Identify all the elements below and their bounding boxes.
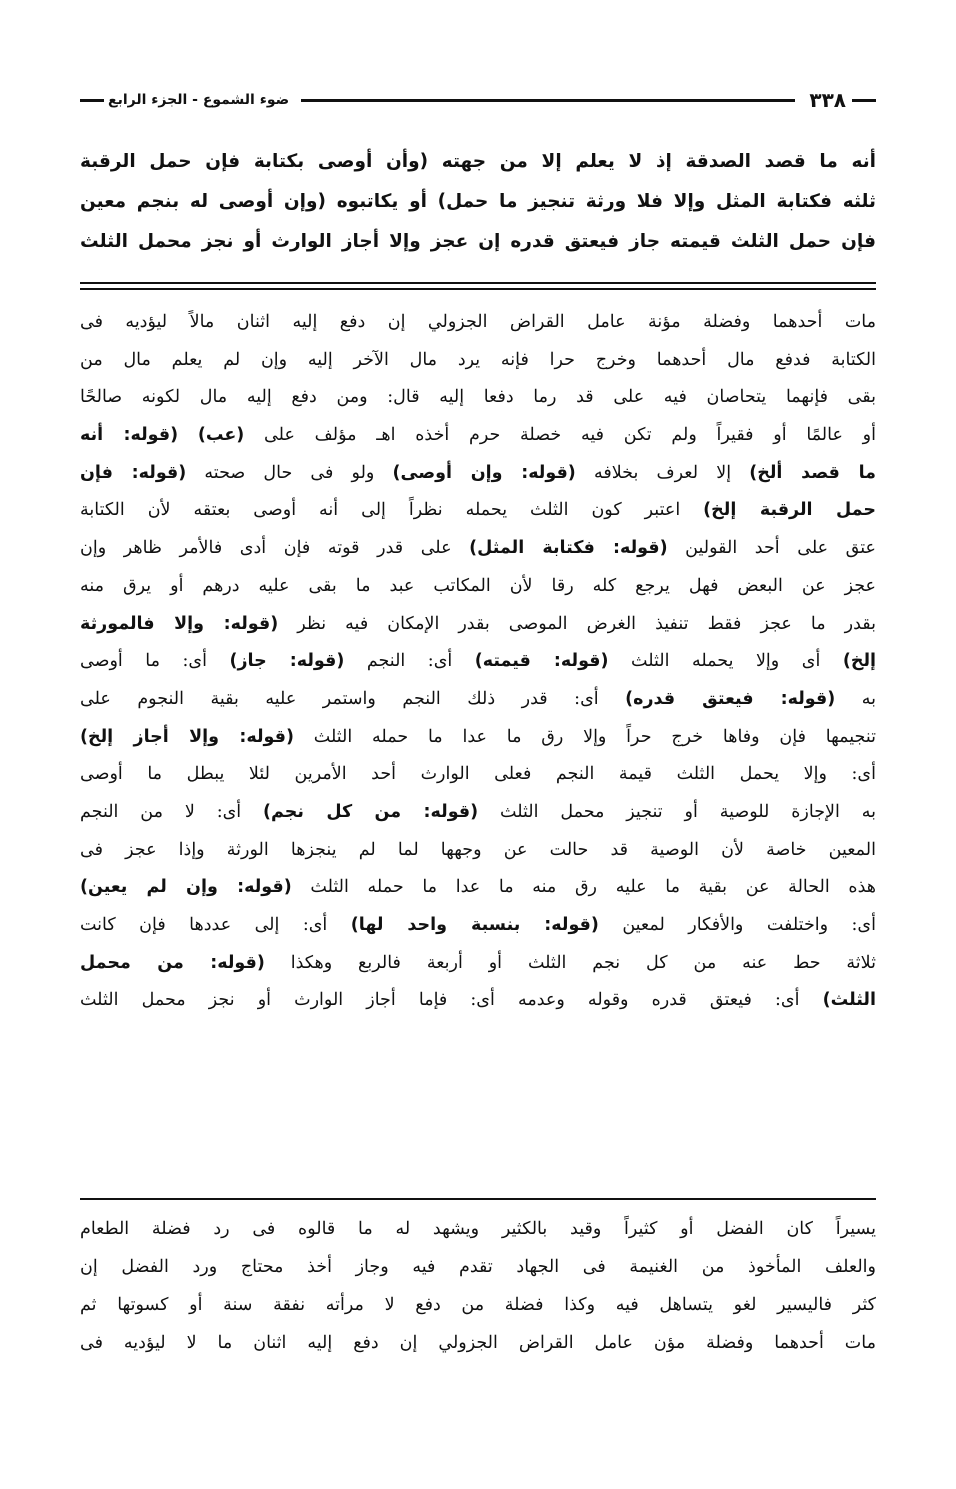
- commentary-line: [80, 794, 876, 832]
- matn-line: أنه ما قصد الصدقة إذ لا يعلم إلا من جهته (وأن أوصى بكتابة فإن حمل الرقبة: [80, 151, 876, 172]
- header-dash: [80, 99, 104, 102]
- commentary-segment: مات أحدهما وفضلة مؤنة عامل القراض الجزولي إن دفع إليه اثنان مالاً ليؤديه فى: [80, 312, 876, 332]
- commentary-segment: بقى فإنهما يتحاصان فيه على قد رما دفعا إليه قال: ومن دفع إليه مال لكونه صالحًا: [80, 387, 876, 408]
- matn-line: فإن حمل الثلث قيمته جاز فيعتق قدره إن عجز وإلا أجاز الوارث أو نجز محمل الثلث: [80, 231, 876, 252]
- commentary-segment: ثلاثة حط عنه من كل نجم الثلث أو أربعة فالربع وهكذا: [264, 952, 876, 973]
- commentary-segment: أى: قدر ذلك النجم واستمر عليه بقية النجوم على: [80, 688, 626, 709]
- commentary-segment: أى وإلا يحمله الثلث: [608, 651, 843, 672]
- commentary-segment: أو عالمًا أو فقيراً ولم تكن فيه خصلة حرم أخذه اهـ مؤلف على: [244, 425, 876, 446]
- commentary-segment: على قدر قوته فإن أدى فالأمر ظاهر وإن: [80, 538, 470, 559]
- matn-text: [80, 142, 876, 262]
- commentary-segment: اعتبر كون الثلث يحمله نظراً إلى أنه أوصى بعتقه لأن الكتابة: [80, 500, 704, 521]
- commentary-line: [80, 643, 876, 681]
- commentary-lemma: (قوله: من محمل: [80, 952, 265, 973]
- commentary-segment: به الإجازة للوصية أو تنجيز محمل الثلث: [478, 801, 876, 822]
- commentary-segment: المعين خاصة لأن الوصية قد حالت عن وجهها لما لم ينجزها الورثة وإذا عجز فى: [80, 839, 876, 860]
- commentary-segment: أى: النجم: [344, 651, 475, 672]
- commentary-lemma: (قوله: فإن: [80, 462, 187, 483]
- commentary-line: [80, 568, 876, 606]
- footnote-line: مات أحدهما وفضلة مؤن عامل القراض الجزولي إن دفع إليه اثنان ما لا ليؤديه فى: [80, 1333, 876, 1353]
- commentary-segment: عتق على أحد القولين: [667, 538, 876, 559]
- commentary-line: [80, 530, 876, 568]
- commentary-segment: أى: ما أوصى: [80, 651, 230, 672]
- commentary-lemma: (قوله: أنه: [80, 425, 179, 446]
- commentary-segment: أى: لا من النجم: [80, 801, 264, 822]
- commentary-line: [80, 756, 876, 794]
- commentary-lemma: (قوله: وإن لم يعين): [80, 877, 292, 898]
- footnote-separator: [80, 1198, 876, 1200]
- commentary-text: [80, 304, 876, 1020]
- commentary-segment: [178, 425, 198, 445]
- commentary-segment: أى: إلى عددها فإن كانت: [80, 915, 351, 935]
- commentary-line: [80, 342, 876, 380]
- commentary-lemma: حمل الرقبة إلخ): [703, 500, 876, 521]
- commentary-segment: عجز عن البعض فهل يرجع كله رقا لأن المكاتب عبد ما بقى عليه درهم أو يرق منه: [80, 575, 876, 596]
- commentary-lemma: ما قصد ألخ): [749, 462, 876, 483]
- commentary-lemma: (قوله: قيمته): [474, 651, 609, 672]
- footnote-line: يسيراً كان الفضل أو كثيراً وقيد بالكثير ويشهد له ما قالوه فى رد فضلة الطعام: [80, 1219, 876, 1239]
- commentary-segment: أى: فيعتق قدره وقوله وعدمه أى: فإما أجاز الوارث أو نجز محمل الثلث: [80, 990, 823, 1011]
- commentary-line: [80, 606, 876, 644]
- commentary-line: [80, 982, 876, 1020]
- commentary-lemma: (قوله: من كل نجم): [263, 801, 479, 822]
- commentary-segment: هذه الحالة عن بقية ما عليه رق منه ما عدا ما حمله الثلث: [291, 877, 876, 898]
- separator-rule-top: [80, 282, 876, 284]
- commentary-lemma: (قوله: وإن أوصى): [392, 462, 576, 483]
- commentary-lemma: (عب): [197, 425, 245, 446]
- commentary-line: [80, 945, 876, 983]
- commentary-line: [80, 907, 876, 945]
- book-title: ضوء الشموع - الجزء الرابع: [108, 92, 290, 108]
- running-header: [80, 88, 876, 112]
- commentary-line: [80, 832, 876, 870]
- footnote-line: والعلف المأخوذ من الغنيمة فى الجهاد تقدم فيه وجاز أخذ محتاج ورد الفضل إن: [80, 1257, 876, 1277]
- commentary-line: [80, 455, 876, 493]
- commentary-segment: بقدر ما عجز فقط تنفيذ الغرض الموصى بقدر الإمكان فيه نظر: [278, 613, 876, 634]
- commentary-line: [80, 681, 876, 719]
- commentary-lemma: (قوله: بنسبة واحد لها): [350, 915, 599, 935]
- commentary-segment: ولو فى حال صحته: [186, 462, 393, 483]
- footnote-text: [80, 1210, 876, 1362]
- commentary-segment: تنجيمها فإن وفاها خرج حراً وإلا رق ما عدا ما حمله الثلث: [293, 726, 876, 747]
- commentary-segment: الكتابة فدفع مال أحدهما وخرج حرا فإنه يرد مال الآخر إليه وإن لم يعلم مال من: [80, 349, 876, 370]
- footnote-line: كثر فاليسير لغو يتساهل فيه وكذا فضلة من دفع لا مرأته نفقة سنة أو كسوتها ثم: [80, 1295, 876, 1315]
- commentary-lemma: (قوله: فكتابة المثل): [469, 538, 668, 559]
- header-rule: [301, 99, 795, 102]
- commentary-lemma: الثلث): [822, 990, 876, 1011]
- page-number: ٣٣٨: [809, 88, 846, 112]
- commentary-line: [80, 304, 876, 342]
- commentary-segment: إلا لعرف بخلافه: [575, 462, 750, 483]
- commentary-segment: أى: واختلفت والأفكار لمعين: [598, 915, 876, 935]
- commentary-lemma: (قوله: فيعتق قدره): [625, 688, 836, 709]
- commentary-line: [80, 379, 876, 417]
- commentary-segment: به: [835, 688, 876, 709]
- header-dash: [852, 99, 876, 102]
- commentary-lemma: (قوله: وإلا أجاز إلخ): [80, 726, 294, 747]
- commentary-line: [80, 719, 876, 757]
- commentary-lemma: (قوله: جاز): [229, 651, 345, 672]
- separator-rule-bottom: [80, 288, 876, 290]
- commentary-lemma: (قوله: وإلا فالمورثة: [80, 613, 279, 634]
- commentary-line: [80, 417, 876, 455]
- commentary-segment: أى: وإلا يحمل الثلث قيمة النجم فعلى الوارث أحد الأمرين لئلا يبطل ما أوصى: [80, 764, 876, 785]
- matn-line: ثلثه فكتابة المثل وإلا فلا ورثة تنجيز ما حمل) أو يكاتبوه (وإن أوصى له بنجم معين: [80, 191, 876, 212]
- commentary-lemma: إلخ): [842, 651, 876, 672]
- commentary-line: [80, 492, 876, 530]
- commentary-line: [80, 869, 876, 907]
